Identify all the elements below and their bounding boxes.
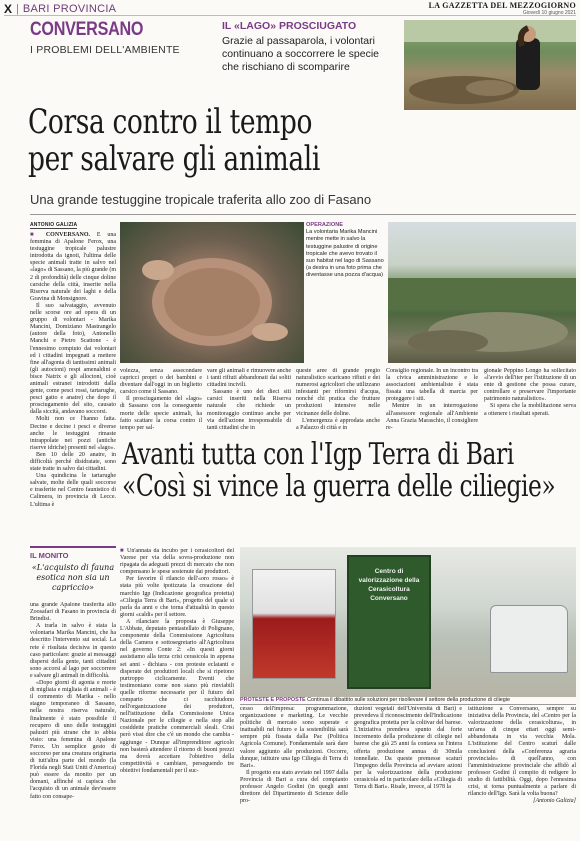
page-marker: X xyxy=(4,1,13,16)
article2-column-4 xyxy=(468,706,576,834)
main-headline xyxy=(28,104,324,178)
turtle-illustration xyxy=(120,222,304,363)
divider: | xyxy=(16,2,19,15)
cherry-poster xyxy=(252,569,336,679)
sidebar-quote-box xyxy=(30,546,116,593)
paragraph: vare gli animali e rimuovere anche i tanti rifiuti abbandonati dai soliti cittadini incivili. xyxy=(207,368,291,389)
volunteer-illustration xyxy=(404,20,576,110)
paragraph: «Dopo giorni di agonia e morte di migliaia e migliaia di animali - è il commento di Marika - nello stagno temporaneo di Sassano, nella nostra riserva naturale, finalmente è stato possibile il recupero di uno delle testuggini palustri più strane che io abbia visto: una femmina di Apalone Ferox. Un semplice gesto di soccorso per una creatura originaria di tutt'altra parte del mondo (la Florida negli Stati Uniti d'America) può essere da monito per un domani, affinché si capisca che l'acquisto di un animale dev'essere fatto con consape- xyxy=(30,680,116,800)
lake-photo xyxy=(388,222,576,363)
volunteer-photo xyxy=(404,20,576,110)
caption-label: PROTESTE E PROPOSTE xyxy=(240,697,306,703)
article2-column-2 xyxy=(240,706,348,834)
article2-column-3 xyxy=(354,706,462,834)
sidebox-title: «L'acquisto di fauna esotica non sia un capriccio» xyxy=(31,563,115,592)
paragraph: gionale Peppino Longo ha sollecitato «l'avvio dell'iter per l'istituzione di un ente di gestione che possa curare, controllare e preservare l'importante patrimonio naturalistico». xyxy=(484,368,576,403)
article-column-1-continued xyxy=(30,602,116,834)
second-headline-line2: «Così si vince la guerra delle ciliegie» xyxy=(122,469,556,504)
paragraph: Molti non ce l'hanno fatta. Decine e decine i pesci e diverse anche le testuggini rimaste intrappolate nei pozzi (antiche riserve idriche) presenti nel «lago». xyxy=(30,416,116,451)
dateline: CONVERSANO. xyxy=(45,232,90,238)
paragraph: A rilanciare la proposta è Giuseppe L'Abbate, deputato pentastellato di Polignano, componente della Commissione Agricoltura della Camera e sottosegretario all'Agricoltura nel governo Conte 2: «In questi giorni assistiamo alla terza crisi cerasicola in appena sei anni - dichiara - con proteste eclatanti e disperate dei produttori locali che si ripetono purtroppo ciclicamente. Eventi che testimoniano come non siano più rinviabili quelle riforme necessarie per il futuro del comparto che ci racchiudono nell'organizzazione dei produttori, nell'istituzione della Commissione Unica Nazionale per le ciliegie e nella stop alle cosiddette pratiche commerciali sleali. Crisi però vissi dire che c'è un mondo che cambia - aggiunge - Dunque all'imprenditore agricolo non basterà attendere il ritorno di buoni prezzi ma dovrà accettare l'obiettivo della competitività e cambiare, perseguendo tre obiettivi fondamentali per il suc- xyxy=(120,618,234,774)
turtle-photo xyxy=(120,222,304,363)
city-label: CONVERSANO xyxy=(30,19,144,40)
article-column-2 xyxy=(120,368,202,434)
masthead-group xyxy=(429,1,576,16)
topic-label: I PROBLEMI DELL'AMBIENTE xyxy=(30,44,180,56)
paragraph: una grande Apalone trasferita allo Zoosafari di Fasano in provincia di Brindisi. xyxy=(30,602,116,623)
second-headline-line1: Avanti tutta con l'Igp Terra di Bari xyxy=(122,437,514,472)
masthead: LA GAZZETTA DEL MEZZOGIORNO xyxy=(428,1,576,10)
article-column-5 xyxy=(386,368,478,434)
paragraph: Una quindicina le tartarughe salvate, molte delle quali soccorse e trasferite nel Centro faunistico di Calimera, in provincia di Lecce. L'ultima è xyxy=(30,473,116,508)
main-headline-line2: per salvare gli animali xyxy=(28,139,320,179)
paragraph: volezza, senza assecondare capricci propri o dei bambini e diventare dall'oggi in un biglietto carsico come il Sassano. xyxy=(120,368,202,396)
issue-date: Giovedì 10 giugno 2021 xyxy=(522,10,576,16)
main-headline-line1: Corsa contro il tempo xyxy=(28,102,313,142)
divider-line xyxy=(30,214,576,215)
paragraph: cesso dell'impresa: programmazione, organizzazione e marketing. Le vecchie politiche di mercato sono superate e inattuabili nel futuro e la sostenibilità sarà sempre più fissata dalla Pac (Politica Agricola Comune). Fondamentale sarà dare valore aggiunto alle produzioni. Occorre, dunque, istituire una Igp Ciliegia di Terra di Bari». xyxy=(240,706,348,769)
section-label-group xyxy=(4,2,116,16)
photo-caption xyxy=(306,222,386,280)
kicker-text: Grazie al passaparola, i volontari continuano a soccorrere le specie che rischiano di scomparire xyxy=(222,35,380,73)
article-column-6 xyxy=(484,368,576,434)
bottom-photo-caption xyxy=(240,697,576,705)
centre-sign-text: Centro di valorizzazione della Cerasicoltura Conversano xyxy=(358,568,420,602)
byline: ANTONIO GALIZIA xyxy=(30,222,78,228)
paragraph: L'emergenza è approdata anche a Palazzo di città e in xyxy=(296,417,380,431)
paragraph: duzioni vegetali dell'Università di Bari) e prevedeva il riconoscimento dell'Indicazione geografica protetta per la coltivar del barese. L'iniziativa prendeva spunto dal forte incremento della produzione di ciliegie nel barese che già 25 anni fa contava su l'intera offerta produzione annua di 30mila tonnellate. Da queste premesse scaturì l'impegno della Provincia ad avviare azioni per la valorizzazione della produzione cerasicola ed in particolare della «Ciliegia di Terra di Bari». Risale, invece, al 1978 la xyxy=(354,706,462,791)
caption-text: La volontaria Marika Mancini mentre mette in salvo la testuggine palustre di origine tropicale che avevo trovato il suo habitat nel lago di Sassano (a destra in una foto prima che diventasse una pozza d'acqua) xyxy=(306,229,384,279)
subheadline: Una grande testuggine tropicale traferita allo zoo di Fasano xyxy=(30,192,372,207)
page-header xyxy=(4,2,576,16)
kicker-box xyxy=(222,20,382,74)
van-illustration xyxy=(490,605,568,673)
paragraph: queste aree di grande pregio naturalistico scaricano rifiuti e dei numerosi agricoltori che utilizzano infestanti per rifornirsi d'acqua, nonché chi pratica che frutture produzioni intensive nelle vicinanze delle doline. xyxy=(296,368,380,417)
paragraph: Consiglio regionale. In un incontro tra la civica amministrazione e le associazioni ambientaliste è stata fissata una tabella di marcia per proteggere i siti. xyxy=(386,368,478,403)
bullet-icon: ■ xyxy=(30,232,46,238)
paragraph: istituzione a Conversano, sempre su iniziativa della Provincia, del «Centro per la valorizzazione della cerasicoltura», in un'area di cinque ettari oggi semi-abbandonata in via vecchia Mola. L'istituzione del Centro scaturì dalle conclusioni della «Conferenza agraria provinciale» di quell'anno, con l'amministrazione provinciale che affidò al professor Godini il compito di redigere lo studio di fattibilità. Oggi, dopo l'ennesima crisi, si torna puntualmente a parlare di rilancio dell'Igp. Sarà la volta buona? xyxy=(468,706,576,798)
paragraph: Il progetto era stato avviato nel 1997 dalla Provincia di Bari a cura del compianto professor Angelo Godini (in quegli anni direttore del Dipartimento di Scienze delle pro- xyxy=(240,769,348,805)
lake-illustration xyxy=(388,222,576,363)
paragraph: Si spera che la mobilitazione serva a ottenere i risultati sperati. xyxy=(484,403,576,417)
paragraph: Ben 10 delle 20 anatre, in difficoltà perché disidratate, sono state tratte in salvo dai cittadini. xyxy=(30,451,116,473)
paragraph: Un'annata da incubo per i cerasicoltori del Varese per via della sovra-produzione non ripagata da adeguati prezzi di mercato che non compensano le spese sostenute dai produttori. xyxy=(120,548,234,576)
paragraph: Il prosciugamento del «lago» di Sassano con la conseguente morte delle specie animali, ha fatto scattare la corsa contro il tempo per sal- xyxy=(120,396,202,431)
paragraph: È una femmina di Apalone Ferox, una testuggine tropicale palustre introdotta da ignoti, l'ultima delle specie animali tratte in salvo nel «lago» di Sassano, la più grande (m 2 di profondità) delle cinque doline carsiche della città, inserite nella Riserva naturale dei laghi e della Gravina di Monsignore. xyxy=(30,232,116,302)
section-title: BARI PROVINCIA xyxy=(22,2,117,15)
cherry-centre-photo xyxy=(240,547,576,697)
signature: [Antonio Galizia] xyxy=(533,798,576,805)
article2-column-1 xyxy=(120,548,234,834)
article-column-1 xyxy=(30,232,116,532)
bullet-icon: ■ xyxy=(120,548,127,554)
sidebox-kicker: IL MONITO xyxy=(30,551,69,560)
article-column-3 xyxy=(207,368,291,434)
second-headline xyxy=(122,439,559,503)
paragraph: A trarla in salvo è stata la volontaria Marika Mancini, che ha descritto l'intervento sui social. La rete è risultata decisiva in questo caso particolare: grazie ai messaggi dispersi della gente, tanti cittadini sono accorsi al lago per soccorrere e salvare gli animali in difficoltà. xyxy=(30,623,116,679)
kicker-label: IL «LAGO» PROSCIUGATO xyxy=(222,20,357,32)
paragraph: Per favorire il rilancio dell'«oro rosso» è stata più volte ipotizzata la creazione del marchio Igp (Indicazione geografica protetta) «Ciliegia Terra di Bari», progetto del quale si parla da anni e che torna d'attualità in questo giorni «caldi» per il settore. xyxy=(120,576,234,618)
paragraph: Il suo salvataggio, avvenuto nelle scorse ore ad opera di un gruppo di volontari - Marika Mancini, Domiziano Mastrangelo (autore della foto), Antonello Manchi e Pietro Scattone - è l'ennesimo compiuto dai volontari ed i cittadini impegnati a mettere fine all'agonia di tantissimi animali (gli autoctoni) respi amenaldini e bisce Natrix e gli alloctoni, cioè animali estranei introdotti dalla gente, come pesci rossi, tartarughe, pesci gatto e anatre) che dopo il prosciugamento del sito, causato dalla siccità, andavano soccorsi. xyxy=(30,302,116,416)
caption-text: Continua il dibattito sulle soluzioni per risollevare il settore della produzione di ciliegie xyxy=(307,697,510,703)
caption-label: OPERAZIONE xyxy=(306,222,343,228)
paragraph: Mentre in un interrogazione all'assessore regionale all'Ambiente Anna Grazia Maraschio, il consigliere re- xyxy=(386,403,478,431)
paragraph: Sassano è uno dei dieci siti carsici inseriti nella Riserva naturale che richiede un monitoraggio continuo anche per via dell'azione irresponsabile di tanti cittadini che in xyxy=(207,389,291,431)
article-column-4 xyxy=(296,368,380,434)
